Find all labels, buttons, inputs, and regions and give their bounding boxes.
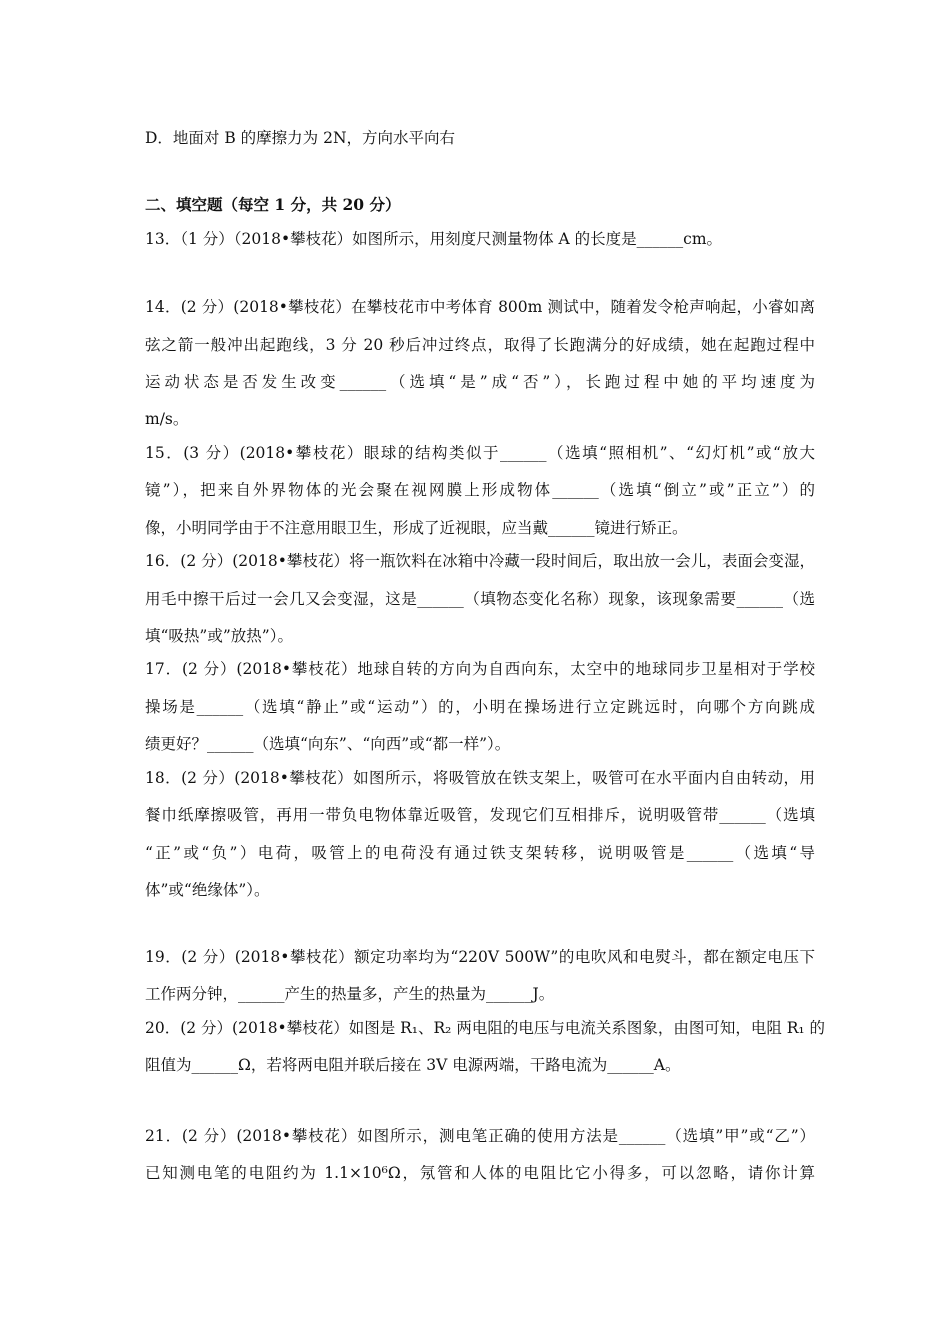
question-17-line-1: 17．(2 分）(2018•攀枝花）地球自转的方向为自西向东，太空中的地球同步卫星相对于学校 bbox=[145, 660, 815, 678]
question-18-line-1: 18．(2 分）(2018•攀枝花）如图所示，将吸管放在铁支架上，吸管可在水平面内自由转动，用 bbox=[145, 769, 815, 787]
question-17-line-2: 操场是______（选填“静止”或“运动”）的，小明在操场进行立定跳远时，向哪个方向跳成 bbox=[145, 698, 815, 716]
question-14-line-4: m/s。 bbox=[145, 410, 189, 428]
question-15-line-1: 15．(3 分）(2018•攀枝花）眼球的结构类似于______（选填“照相机”、“幻灯机”或“放大 bbox=[145, 444, 815, 462]
question-14-line-2: 弦之箭一般冲出起跑线，3 分 20 秒后冲过终点，取得了长跑满分的好成绩，她在起跑过程中 bbox=[145, 336, 815, 354]
question-14-line-1: 14．(2 分）(2018•攀枝花）在攀枝花市中考体育 800m 测试中，随着发令枪声响起，小睿如离 bbox=[145, 298, 815, 316]
option-d: D．地面对 B 的摩擦力为 2N，方向水平向右 bbox=[145, 129, 456, 147]
section-heading: 二、填空题（每空 1 分，共 20 分） bbox=[145, 195, 401, 214]
question-15-line-3: 像，小明同学由于不注意用眼卫生，形成了近视眼，应当戴______镜进行矫正。 bbox=[145, 519, 688, 537]
question-18-line-3: “正”或“负”）电荷，吸管上的电荷没有通过铁支架转移，说明吸管是______（选填“导 bbox=[145, 844, 815, 862]
question-21-line-2: 已知测电笔的电阻约为 1.1×10⁶Ω，氖管和人体的电阻比它小得多，可以忽略，请你计算 bbox=[145, 1164, 815, 1182]
question-18-line-4: 体”或“绝缘体”）。 bbox=[145, 881, 270, 899]
question-13: 13．（1 分）（2018•攀枝花）如图所示，用刻度尺测量物体 A 的长度是______cm。 bbox=[145, 230, 723, 248]
question-16-line-2: 用毛中擦干后过一会几又会变湿，这是______（填物态变化名称）现象，该现象需要______（选 bbox=[145, 590, 815, 608]
question-14-line-3: 运动状态是否发生改变______（选填“是”成“否”），长跑过程中她的平均速度为 bbox=[145, 373, 815, 391]
question-18-line-2: 餐巾纸摩擦吸管，再用一带负电物体靠近吸管，发现它们互相排斥，说明吸管带______（选填 bbox=[145, 806, 815, 824]
question-15-line-2: 镜”），把来自外界物体的光会聚在视网膜上形成物体______（选填“倒立”或”正立”）的 bbox=[145, 481, 815, 499]
question-16-line-1: 16．(2 分）(2018•攀枝花）将一瓶饮料在冰箱中冷藏一段时间后，取出放一会儿，表面会变湿， bbox=[145, 552, 815, 570]
question-21-line-1: 21．(2 分）(2018•攀枝花）如图所示，测电笔正确的使用方法是______（选填”甲”或“乙”） bbox=[145, 1127, 815, 1145]
question-20-line-1: 20．(2 分）(2018•攀枝花）如图是 R₁、R₂ 两电阻的电压与电流关系图象，由图可知，电阻 R₁ 的 bbox=[145, 1019, 826, 1037]
question-16-line-3: 填“吸热”或”放热”）。 bbox=[145, 627, 293, 645]
question-19-line-2: 工作两分钟，______产生的热量多，产生的热量为______J。 bbox=[145, 985, 555, 1003]
question-17-line-3: 绩更好？______（选填“向东”、“向西”或“都一样”）。 bbox=[145, 735, 511, 753]
question-20-line-2: 阻值为______Ω，若将两电阻并联后接在 3V 电源两端，干路电流为______A。 bbox=[145, 1056, 681, 1074]
question-19-line-1: 19．(2 分）(2018•攀枝花）额定功率均为“220V 500W”的电吹风和电熨斗，都在额定电压下 bbox=[145, 948, 815, 966]
